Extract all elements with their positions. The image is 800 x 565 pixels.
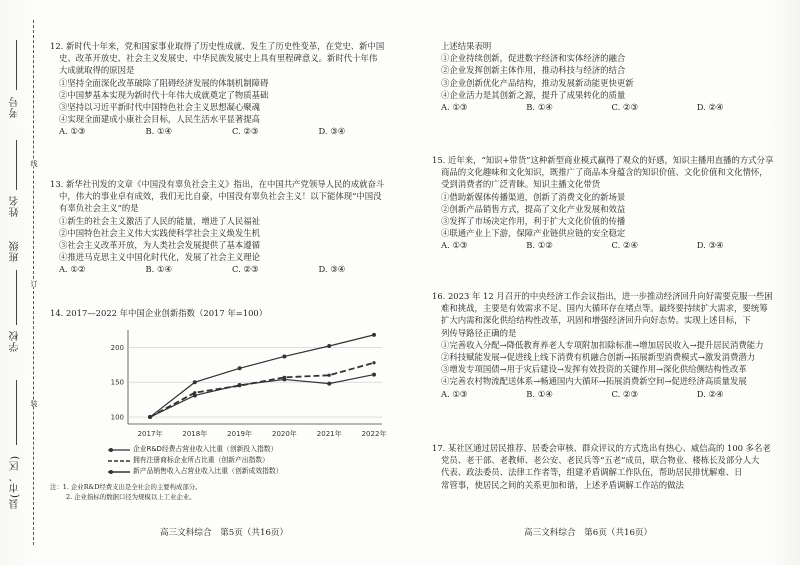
option-b: B. ①④: [526, 101, 553, 112]
option-a: A. ①③: [59, 126, 86, 137]
school-line: [16, 270, 17, 325]
statement-item: ③发挥了市场决定作用，利于扩大文化价值的传播: [441, 215, 626, 226]
county-label: 县(市、区): [10, 455, 21, 509]
innovation-index-chart: [90, 322, 390, 447]
note-line: 2. 企业指标的数据口径为规模以上工业企业。: [66, 493, 196, 502]
question-14: [50, 307, 405, 319]
question-line: 大成就取得的原因是: [59, 65, 135, 76]
x-tick-label: 2018年: [182, 430, 208, 438]
option-c: C. ②③: [232, 126, 259, 137]
question-line: 受到消费者的广泛青睐。知识主播文化带货: [441, 179, 601, 190]
question-line: 常管事，使居民之间的关系更加和谐，上述矛盾调解工作站的做法: [441, 479, 684, 490]
statement-item: ④完善农村物流配送体系→畅通国内大循环→拓展消费新空间→促进经济高质量发展: [441, 376, 747, 387]
statement-item: ④联通产业上下游，保障产业链供应链的安全稳定: [441, 228, 626, 239]
option-c: C. ②③: [232, 264, 259, 275]
statement-item: ②创新产品销售方式，提高了文化产业发展和效益: [441, 203, 626, 214]
data-point: [193, 393, 197, 397]
data-point: [282, 354, 286, 358]
option-b: B. ①④: [526, 388, 553, 399]
question-14-continued: [432, 40, 782, 113]
question-line: 难和挑战，主要是有效需求不足、国内大循环存在堵点等。最终要持续扩大需求，要统筹: [441, 303, 768, 314]
legend-label: 新产品销售收入占营业收入比重（创新成效指数）: [133, 466, 283, 475]
data-point: [282, 377, 286, 381]
option-a: A. ①③: [441, 240, 468, 251]
binding-margin: [0, 0, 36, 565]
question-line: 史、改革开放史、社会主义发展史、中华民族发展史上具有里程碑意义。新时代十年伟: [59, 53, 378, 64]
question-line: 12. 新时代十年来，党和国家事业取得了历史性成就、发生了历史性变革，在党史、新中国: [50, 41, 385, 51]
question-line: 中，伟大的事业卓有成效，我们无比自豪，中国没有辜负社会主义！以下能体现“中国没: [59, 191, 382, 202]
question-12: [50, 40, 405, 138]
cut-line-tick: 线: [30, 160, 38, 167]
x-tick-label: 2022年: [361, 430, 387, 438]
legend-item: [108, 444, 283, 455]
data-point: [238, 383, 242, 387]
statement-item: ①坚持全面深化改革破除了阻碍经济发展的体制机制障碍: [59, 77, 269, 88]
question-line: 代表、政法委员、法律工作者等，组建矛盾调解工作队伍，帮助居民排忧解难、日: [441, 467, 743, 478]
data-point: [372, 333, 376, 337]
data-point: [328, 374, 331, 377]
option-a: A. ①②: [59, 264, 86, 275]
question-line: 15. 近年来，“知识+带货”这种新型商业模式赢得了观众的好感，知识主播用直播的方式分享: [432, 155, 774, 165]
statement-item: ②科技赋能发展→促进线上线下消费有机融合创新→拓展新型消费模式→激发消费潜力: [441, 351, 756, 362]
chart-legend: [108, 444, 283, 477]
legend-item: [108, 455, 283, 466]
school-label: 学校: [10, 330, 21, 352]
option-d: D. ②④: [696, 388, 724, 399]
legend-item: [108, 466, 283, 477]
option-b: B. ①④: [145, 264, 172, 275]
statement-item: ②中国梦基本实现为新时代十年伟大成就奠定了物质基础: [59, 89, 269, 100]
y-tick-label: 150: [110, 378, 124, 387]
option-d: D. ③④: [318, 264, 346, 275]
statement-item: ④推进马克思主义中国化时代化，发展了社会主义理论: [59, 252, 260, 263]
option-c: C. ②④: [611, 240, 638, 251]
question-line: 有辜负社会主义”的是: [59, 203, 139, 214]
option-d: D. ③④: [318, 126, 346, 137]
y-tick-label: 200: [110, 343, 124, 352]
question-line: 扩大内需和深化供给结构性改革，巩固和增强经济回升向好态势。实现上述目标，下: [441, 315, 751, 326]
legend-label: 拥有注册商标企业所占比重（创新产出指数）: [133, 455, 269, 464]
option-d: D. ③④: [696, 240, 724, 251]
class-label: 班级: [10, 240, 21, 262]
page-footer: 高三文科综合 第5页（共16页）: [160, 528, 289, 538]
statement-item: ②企业发挥创新主体作用，推动科技与经济的结合: [441, 65, 626, 76]
option-c: C. ②③: [611, 101, 638, 112]
x-tick-label: 2019年: [227, 430, 253, 438]
statement-item: ①企业持续创新，促进数字经济和实体经济的融合: [441, 53, 626, 64]
question-line: 党员、老干部、老教师、老公安、老民兵等“五老”成员，联合物业、楼栋长及部分人大: [441, 455, 760, 466]
answer-options: [432, 388, 782, 400]
statement-item: ③增发专项国债→用于灾后建设→发挥有效投资的关键作用→深化供给侧结构性改革: [441, 364, 747, 375]
question-line: 14. 2017—2022 年中国企业创新指数（2017 年=100）: [50, 308, 268, 318]
x-tick-label: 2020年: [271, 430, 297, 438]
statement-item: ③社会主义改革开放，为人类社会发展提供了基本遵循: [59, 239, 260, 250]
statement-item: ③坚持以习近平新时代中国特色社会主义思想凝心聚魂: [59, 101, 260, 112]
question-line: 17. 某社区通过居民推荐、居委会审核、群众评议的方式选出有热心、威信高的 100 多名老: [432, 443, 771, 453]
question-13: [50, 178, 405, 276]
x-tick-label: 2017年: [137, 430, 163, 438]
option-b: B. ①④: [145, 126, 172, 137]
y-tick-label: 100: [110, 413, 124, 422]
answer-options: [432, 101, 782, 113]
name-label: 姓名: [10, 195, 21, 217]
question-15: [432, 154, 782, 252]
question-line: 16. 2023 年 12 月召开的中央经济工作会议指出，进一步推动经济回升向好需要克服一些困: [432, 291, 773, 301]
statement-item: ④实现全面建成小康社会目标，人民生活水平显著提高: [59, 114, 260, 125]
data-point: [193, 380, 197, 384]
option-c: C. ②③: [611, 388, 638, 399]
county-line: [16, 380, 17, 445]
statement-item: ①完善收入分配→降低教育养老人专项附加扣除标准→增加居民收入→提升居民消费能力: [441, 339, 764, 350]
option-b: B. ①②: [526, 240, 553, 251]
question-line: 列传导路径正确的是: [441, 327, 517, 338]
chart-notes: [50, 482, 202, 503]
statement-item: ②中国特色社会主义伟大实践使科学社会主义焕发生机: [59, 227, 260, 238]
x-tick-label: 2021年: [316, 430, 342, 438]
question-17: [432, 442, 782, 491]
question-line: 上述结果表明: [441, 41, 492, 51]
option-d: D. ②④: [696, 101, 724, 112]
data-point: [327, 382, 331, 386]
exam-number-label: 考号: [10, 96, 21, 118]
data-point: [327, 344, 331, 348]
cut-line-tick: 订: [30, 280, 38, 287]
answer-options: [50, 125, 405, 137]
question-line: 商品的文化趣味和文化知识，既推广了商品本身蕴含的知识价值、文化价值和文化情怀，: [441, 167, 768, 178]
data-point: [148, 415, 152, 419]
page-footer: 高三文科综合 第6页（共16页）: [524, 528, 653, 538]
data-point: [372, 361, 375, 364]
answer-options: [50, 263, 405, 275]
data-point: [238, 366, 242, 370]
cut-line-tick: 装: [30, 400, 38, 407]
data-point: [372, 373, 376, 377]
exam-number-line: [16, 40, 17, 90]
legend-label: 企业R&D经费占营业收入比重（创新投入指数）: [133, 444, 278, 453]
option-a: A. ①③: [441, 101, 468, 112]
question-line: 13. 新华社刊发的文章《中国没有辜负社会主义》指出，在中国共产党领导人民的成就奋斗: [50, 179, 385, 189]
statement-item: ①新生的社会主义激活了人民的能量，增进了人民福祉: [59, 215, 260, 226]
statement-item: ③企业创新优化产品结构，推动发展新动能更快更新: [441, 77, 634, 88]
series-line: [150, 363, 374, 417]
question-16: [432, 290, 782, 400]
statement-item: ④企业活力是其创新之源，提升了成果转化的质量: [441, 89, 626, 100]
statement-item: ①借助新媒体传播渠道，创新了消费文化的新场景: [441, 191, 626, 202]
option-a: A. ①③: [441, 388, 468, 399]
name-line: [16, 140, 17, 190]
note-line: 注：1. 企业R&D经费支出是全社会的主要构成部分。: [50, 483, 202, 491]
answer-options: [432, 239, 782, 251]
